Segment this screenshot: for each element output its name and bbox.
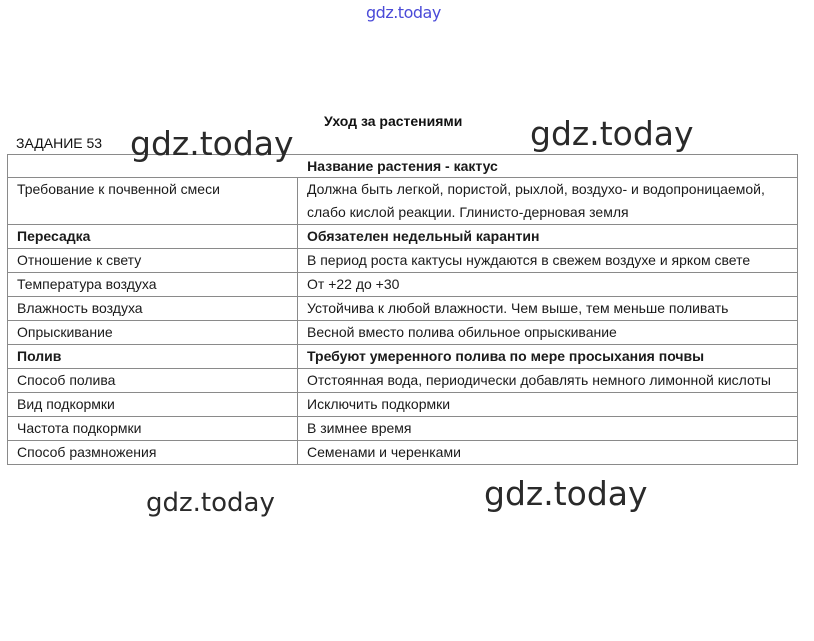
row-value: Требуют умеренного полива по мере просыхания почвы bbox=[298, 345, 798, 369]
row-value: Устойчива к любой влажности. Чем выше, тем меньше поливать bbox=[298, 297, 798, 321]
row-label: Температура воздуха bbox=[8, 273, 298, 297]
document-title: Уход за растениями bbox=[324, 113, 463, 129]
row-value: Обязателен недельный карантин bbox=[298, 225, 798, 249]
table-row bbox=[8, 369, 798, 393]
plant-care-table bbox=[7, 154, 798, 465]
row-label: Опрыскивание bbox=[8, 321, 298, 345]
table-row bbox=[8, 273, 798, 297]
row-label: Способ размножения bbox=[8, 441, 298, 465]
table-row bbox=[8, 417, 798, 441]
row-value: Должна быть легкой, пористой, рыхлой, воздухо- и водопроницаемой, слабо кислой реакции. Глинисто-дерновая земля bbox=[298, 178, 798, 225]
row-value: Исключить подкормки bbox=[298, 393, 798, 417]
table-header: Название растения - кактус bbox=[8, 155, 798, 178]
row-value: Семенами и черенками bbox=[298, 441, 798, 465]
row-label: Частота подкормки bbox=[8, 417, 298, 441]
table-row bbox=[8, 178, 798, 225]
table-header-row bbox=[8, 155, 798, 178]
table-row bbox=[8, 345, 798, 369]
table-row bbox=[8, 249, 798, 273]
table-row bbox=[8, 441, 798, 465]
task-label: ЗАДАНИЕ 53 bbox=[16, 135, 103, 151]
row-value: Отстоянная вода, периодически добавлять немного лимонной кислоты bbox=[298, 369, 798, 393]
row-label: Пересадка bbox=[8, 225, 298, 249]
table-row bbox=[8, 225, 798, 249]
row-label: Отношение к свету bbox=[8, 249, 298, 273]
table-row bbox=[8, 321, 798, 345]
site-watermark-top: gdz.today bbox=[366, 3, 441, 22]
row-label: Полив bbox=[8, 345, 298, 369]
row-value: В зимнее время bbox=[298, 417, 798, 441]
watermark: gdz.today bbox=[146, 488, 275, 518]
row-label: Влажность воздуха bbox=[8, 297, 298, 321]
table-row bbox=[8, 297, 798, 321]
row-label: Требование к почвенной смеси bbox=[8, 178, 298, 225]
row-value: От +22 до +30 bbox=[298, 273, 798, 297]
row-value: В период роста кактусы нуждаются в свежем воздухе и ярком свете bbox=[298, 249, 798, 273]
watermark: gdz.today bbox=[484, 474, 648, 513]
row-value: Весной вместо полива обильное опрыскивание bbox=[298, 321, 798, 345]
row-label: Вид подкормки bbox=[8, 393, 298, 417]
watermark: gdz.today bbox=[530, 114, 694, 153]
row-label: Способ полива bbox=[8, 369, 298, 393]
watermark: gdz.today bbox=[130, 124, 294, 163]
table-row bbox=[8, 393, 798, 417]
